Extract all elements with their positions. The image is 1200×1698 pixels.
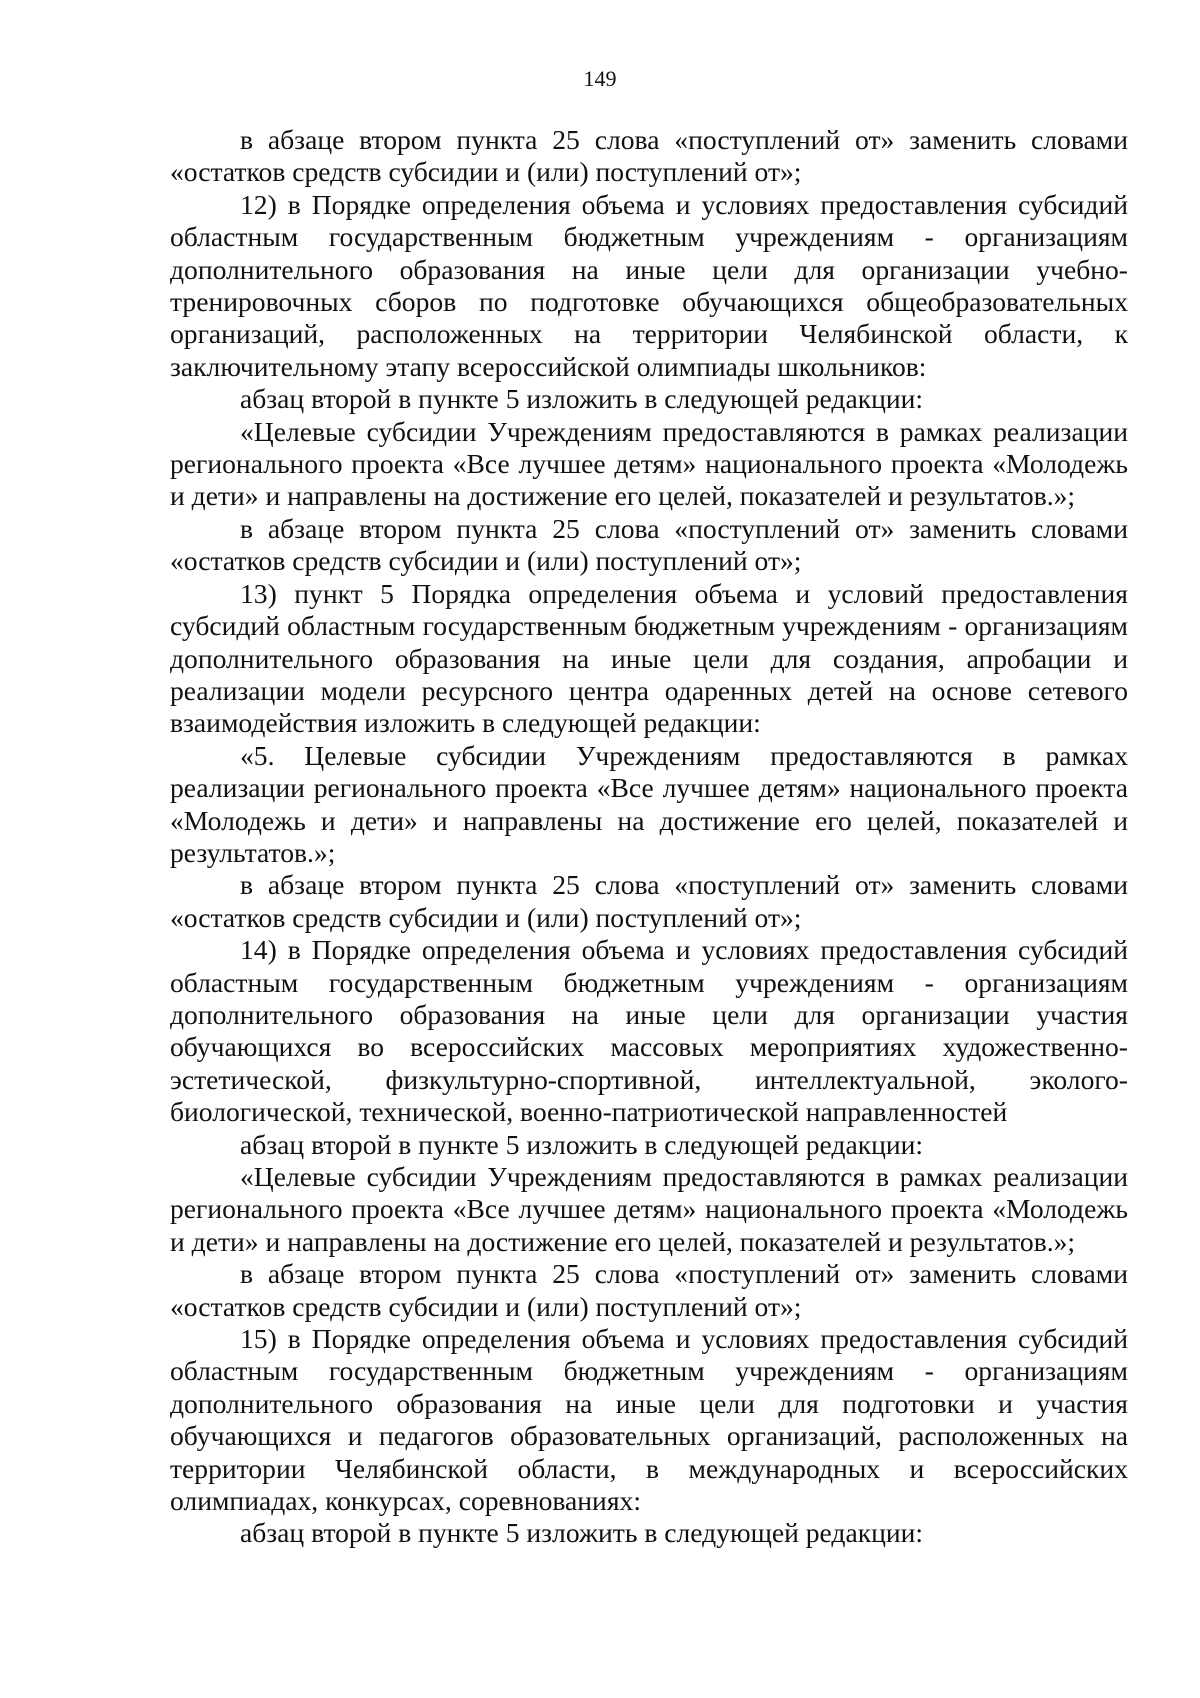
- paragraph: 13) пункт 5 Порядка определения объема и условий предоставления субсидий областным государственным бюджетным учреждениям - организациям дополнительного образования на иные цели для создания, апробации и реализации модели ресурсного центра одаренных детей на основе сетевого взаимодействия изложить в следующей редакции:: [170, 577, 1128, 739]
- paragraph: абзац второй в пункте 5 изложить в следующей редакции:: [240, 1128, 924, 1160]
- paragraph: 14) в Порядке определения объема и условиях предоставления субсидий областным государственным бюджетным учреждениям - организациям дополнительного образования на иные цели для организации участия обучающихся во всероссийских массовых мероприятиях художественно-эстетической, физкультурно-спортивной, интеллектуальной, эколого-биологической, технической, военно-патриотической направленностей: [170, 934, 1128, 1128]
- page-number: 149: [583, 66, 617, 91]
- document-body: [170, 124, 1128, 1550]
- paragraph: абзац второй в пункте 5 изложить в следующей редакции:: [240, 1517, 924, 1549]
- paragraph: абзац второй в пункте 5 изложить в следующей редакции:: [240, 383, 924, 415]
- paragraph: в абзаце втором пункта 25 слова «поступлений от» заменить словами «остатков средств субсидии и (или) поступлений от»;: [170, 869, 1128, 933]
- paragraph: в абзаце втором пункта 25 слова «поступлений от» заменить словами «остатков средств субсидии и (или) поступлений от»;: [170, 124, 1128, 188]
- paragraph: 12) в Порядке определения объема и условиях предоставления субсидий областным государственным бюджетным учреждениям - организациям дополнительного образования на иные цели для организации учебно-тренировочных сборов по подготовке обучающихся общеобразовательных организаций, расположенных на территории Челябинской области, к заключительному этапу всероссийской олимпиады школьников:: [170, 188, 1128, 382]
- paragraph: 15) в Порядке определения объема и условиях предоставления субсидий областным государственным бюджетным учреждениям - организациям дополнительного образования на иные цели для подготовки и участия обучающихся и педагогов образовательных организаций, расположенных на территории Челябинской области, в международных и всероссийских олимпиадах, конкурсах, соревнованиях:: [170, 1323, 1128, 1517]
- paragraph: «Целевые субсидии Учреждениям предоставляются в рамках реализации регионального проекта «Все лучшее детям» национального проекта «Молодежь и дети» и направлены на достижение его целей, показателей и результатов.»;: [170, 415, 1128, 512]
- paragraph: «5. Целевые субсидии Учреждениям предоставляются в рамках реализации регионального проекта «Все лучшее детям» национального проекта «Молодежь и дети» и направлены на достижение его целей, показателей и результатов.»;: [170, 739, 1128, 868]
- paragraph: «Целевые субсидии Учреждениям предоставляются в рамках реализации регионального проекта «Все лучшее детям» национального проекта «Молодежь и дети» и направлены на достижение его целей, показателей и результатов.»;: [170, 1161, 1128, 1257]
- paragraph: в абзаце втором пункта 25 слова «поступлений от» заменить словами «остатков средств субсидии и (или) поступлений от»;: [170, 512, 1128, 577]
- paragraph: в абзаце втором пункта 25 слова «поступлений от» заменить словами «остатков средств субсидии и (или) поступлений от»;: [170, 1258, 1128, 1322]
